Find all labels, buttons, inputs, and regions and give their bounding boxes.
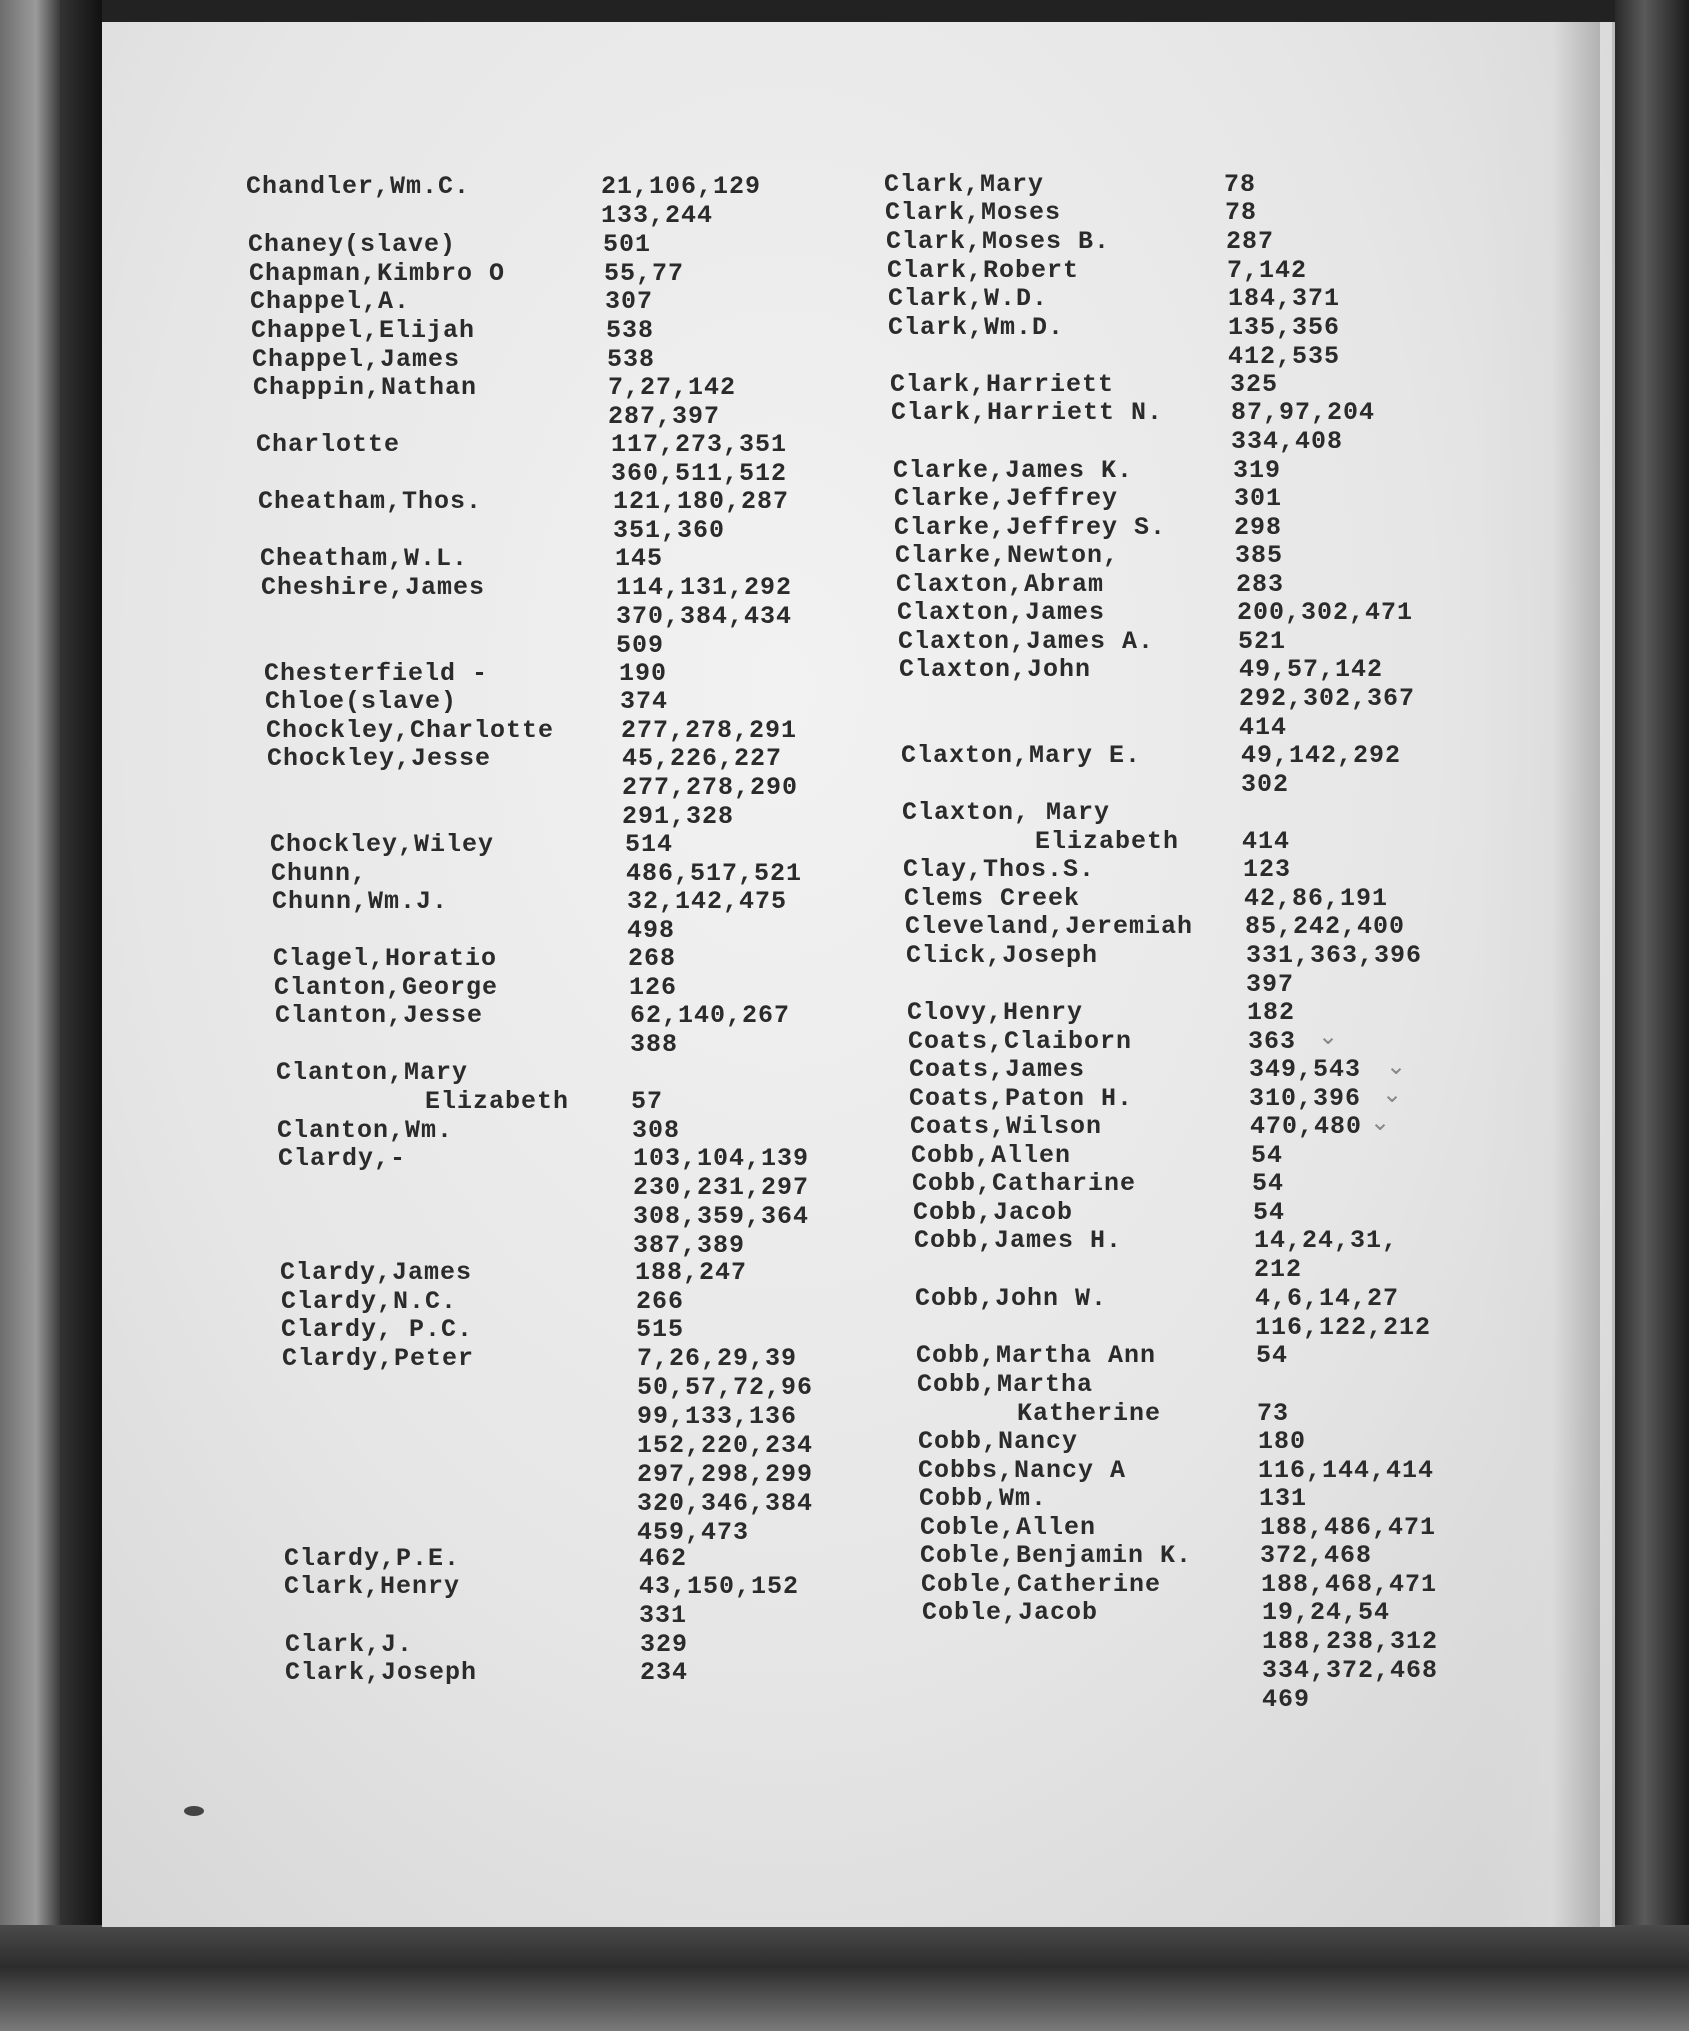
entry-pages: 200,302,471 (1237, 598, 1414, 627)
entry-name: Claxton,James (897, 598, 1106, 627)
entry-name: Clark,Joseph (285, 1658, 478, 1687)
entry-pages: 7,142 (1227, 256, 1308, 285)
entry-name: Charlotte (256, 430, 401, 459)
entry-pages: 116,144,414 (1258, 1456, 1435, 1485)
index-entry (251, 316, 655, 345)
index-entry (246, 172, 762, 230)
entry-pages: 14,24,31, 212 (1254, 1226, 1399, 1284)
entry-pages: 123 (1243, 855, 1292, 884)
entry-name: Cobb,Allen (911, 1141, 1072, 1170)
entry-pages: 287 (1226, 227, 1275, 256)
entry-pages: 43,150,152 331 (639, 1572, 800, 1630)
entry-pages: 62,140,267 388 (630, 1001, 791, 1059)
index-entry (282, 1344, 814, 1547)
entry-pages: 349,543 (1249, 1055, 1362, 1084)
entry-name: Cobb,Martha (917, 1370, 1094, 1399)
index-entry (281, 1287, 685, 1316)
entry-name: Clanton,Wm. (277, 1116, 454, 1145)
entry-name: Clarke,Jeffrey (894, 484, 1119, 513)
entry-name: Clark,Robert (887, 256, 1080, 285)
entry-pages: 188,486,471 (1260, 1513, 1437, 1542)
entry-pages: 521 (1238, 627, 1287, 656)
entry-name: Chandler,Wm.C. (246, 172, 471, 201)
index-entry (898, 627, 1287, 656)
entry-pages: 538 (606, 316, 655, 345)
index-entry (905, 912, 1406, 941)
entry-name: Cobb,Nancy (918, 1427, 1079, 1456)
index-entry (272, 887, 788, 945)
entry-name: Chapman,Kimbro O (249, 259, 506, 288)
entry-name: Coats,Claiborn (908, 1027, 1133, 1056)
entry-pages: 515 (636, 1315, 685, 1344)
entry-pages: 54 (1253, 1198, 1286, 1227)
entry-name: Chappel,Elijah (251, 316, 476, 345)
index-entry (922, 1598, 1439, 1714)
entry-pages: 180 (1258, 1427, 1307, 1456)
entry-name: Clarke,Newton, (895, 541, 1120, 570)
index-entry (284, 1544, 688, 1573)
index-entry (913, 1198, 1286, 1227)
entry-name: Cobbs,Nancy A (918, 1456, 1127, 1485)
entry-name: Clark,Henry (284, 1572, 461, 1601)
index-entry (265, 687, 669, 716)
entry-pages: 268 (628, 944, 677, 973)
index-entry (918, 1456, 1435, 1485)
entry-name: Cobb,Jacob (913, 1198, 1074, 1227)
entry-pages: 470,480 (1250, 1112, 1363, 1141)
entry-name: Chockley,Charlotte (266, 716, 555, 745)
index-entry (285, 1630, 689, 1659)
entry-pages: 54 (1251, 1141, 1284, 1170)
entry-pages: 45,226,227 277,278,290 291,328 (622, 744, 799, 831)
entry-name: Clarke,James K. (893, 456, 1134, 485)
entry-name: Clardy,- (278, 1144, 407, 1173)
index-entry (249, 259, 685, 288)
entry-pages: 307 (605, 287, 654, 316)
index-entry (280, 1258, 748, 1287)
index-entry (888, 284, 1341, 313)
index-entry (896, 570, 1285, 599)
entry-name: Chunn, (271, 859, 368, 888)
entry-name: Clardy,N.C. (281, 1287, 458, 1316)
entry-name: Clanton,Mary (276, 1058, 469, 1087)
page-curl-shadow (1480, 22, 1600, 1927)
index-entry (912, 1169, 1285, 1198)
entry-name: Cheatham,W.L. (260, 544, 469, 573)
entry-pages: 114,131,292 370,384,434 509 (616, 573, 793, 660)
entry-name: Claxton,James A. (898, 627, 1155, 656)
index-entry (258, 487, 790, 545)
entry-pages: 42,86,191 (1244, 884, 1389, 913)
index-entry (253, 373, 737, 431)
entry-name: Coats,Wilson (910, 1112, 1103, 1141)
entry-name: Chloe(slave) (265, 687, 458, 716)
index-entry (267, 744, 799, 831)
entry-pages: 87,97,204 334,408 (1231, 398, 1376, 456)
entry-pages: 319 (1233, 456, 1282, 485)
index-entry (920, 1513, 1437, 1542)
entry-pages: 385 (1235, 541, 1284, 570)
entry-name: Chaney(slave) (248, 230, 457, 259)
index-entry (901, 741, 1402, 799)
index-entry (911, 1141, 1284, 1170)
entry-pages: 325 (1230, 370, 1279, 399)
entry-name-continued: Elizabeth (1035, 827, 1180, 856)
entry-pages: 283 (1236, 570, 1285, 599)
entry-pages: 121,180,287 351,360 (613, 487, 790, 545)
entry-name: Clardy,James (280, 1258, 473, 1287)
index-entry (894, 513, 1283, 542)
index-entry (907, 998, 1296, 1027)
index-entry (250, 287, 654, 316)
entry-name-continued: Elizabeth (425, 1087, 570, 1116)
index-entry (264, 659, 668, 688)
index-entry (899, 655, 1416, 742)
index-entry (909, 1084, 1362, 1113)
index-entry (256, 430, 788, 488)
entry-name: Claxton,Mary E. (901, 741, 1142, 770)
entry-pages: 19,24,54 188,238,312 334,372,468 469 (1262, 1598, 1439, 1714)
pencil-check-icon: ⌄ (1318, 1022, 1339, 1050)
index-entry (910, 1112, 1363, 1141)
entry-pages: 501 (603, 230, 652, 259)
index-entry (276, 1058, 664, 1116)
entry-name: Clardy,P.E. (284, 1544, 461, 1573)
index-entry (894, 484, 1283, 513)
index-entry (252, 345, 656, 374)
entry-pages: 301 (1234, 484, 1283, 513)
entry-name: Clanton,Jesse (275, 1001, 484, 1030)
entry-pages: 4,6,14,27 116,122,212 (1255, 1284, 1432, 1342)
entry-pages: 78 (1225, 198, 1258, 227)
index-entry (248, 230, 652, 259)
entry-pages: 298 (1234, 513, 1283, 542)
entry-name: Cobb,James H. (914, 1226, 1123, 1255)
entry-name: Clovy,Henry (907, 998, 1084, 1027)
entry-pages: 103,104,139 230,231,297 308,359,364 387,389 (633, 1144, 810, 1260)
index-entry (916, 1341, 1289, 1370)
entry-pages: 135,356 412,535 (1228, 313, 1341, 371)
entry-name: Clagel,Horatio (273, 944, 498, 973)
entry-name: Clardy,Peter (282, 1344, 475, 1373)
binder-spine (60, 0, 102, 1960)
entry-name: Coats,James (909, 1055, 1086, 1084)
entry-name: Clark,W.D. (888, 284, 1049, 313)
index-entry (893, 456, 1282, 485)
entry-pages: 7,27,142 287,397 (608, 373, 737, 431)
entry-pages: 310,396 (1249, 1084, 1362, 1113)
index-entry (281, 1315, 685, 1344)
entry-pages: 85,242,400 (1245, 912, 1406, 941)
index-entry (914, 1226, 1399, 1284)
index-entry (919, 1484, 1308, 1513)
entry-pages: 486,517,521 (626, 859, 803, 888)
index-entry (918, 1427, 1307, 1456)
entry-name: Chockley,Jesse (267, 744, 492, 773)
entry-pages: 32,142,475 498 (627, 887, 788, 945)
entry-pages: 54 (1252, 1169, 1285, 1198)
entry-name: Clark,Moses B. (886, 227, 1111, 256)
entry-name: Coble,Benjamin K. (920, 1541, 1193, 1570)
entry-name: Cobb,Catharine (912, 1169, 1137, 1198)
entry-name: Chunn,Wm.J. (272, 887, 449, 916)
index-entry (284, 1572, 800, 1630)
entry-name: Cobb,Wm. (919, 1484, 1048, 1513)
entry-pages: 131 (1259, 1484, 1308, 1513)
index-entry (886, 227, 1275, 256)
index-entry (902, 798, 1291, 856)
entry-pages: 126 (629, 973, 678, 1002)
entry-name: Chappel,James (252, 345, 461, 374)
entry-pages: 21,106,129 133,244 (601, 172, 762, 230)
index-entry (261, 573, 793, 660)
entry-pages: 277,278,291 (621, 716, 798, 745)
bottom-binder-board (0, 1925, 1689, 2031)
entry-name: Clardy, P.C. (281, 1315, 474, 1344)
index-entry (895, 541, 1284, 570)
entry-pages: 54 (1256, 1341, 1289, 1370)
index-entry (278, 1144, 810, 1260)
index-entry (921, 1570, 1438, 1599)
entry-pages: 266 (636, 1287, 685, 1316)
entry-pages: 538 (607, 345, 656, 374)
index-entry (897, 598, 1414, 627)
index-entry (891, 398, 1376, 456)
index-entry (890, 370, 1279, 399)
entry-pages: 78 (1224, 170, 1257, 199)
entry-pages: 57 (631, 1087, 664, 1116)
entry-pages: 374 (620, 687, 669, 716)
entry-pages: 462 (639, 1544, 688, 1573)
entry-pages: 49,57,142 292,302,367 414 (1239, 655, 1416, 742)
entry-pages: 55,77 (604, 259, 685, 288)
index-entry (909, 1055, 1362, 1084)
entry-pages: 188,468,471 (1261, 1570, 1438, 1599)
entry-name: Claxton,Abram (896, 570, 1105, 599)
pencil-check-icon: ⌄ (1386, 1052, 1407, 1080)
entry-name: Coble,Jacob (922, 1598, 1099, 1627)
pencil-check-icon: ⌄ (1382, 1080, 1403, 1108)
index-entry (260, 544, 664, 573)
entry-pages: 331,363,396 397 (1246, 941, 1423, 999)
index-entry (920, 1541, 1373, 1570)
entry-name: Clark,Harriett (890, 370, 1115, 399)
entry-name: Clems Creek (904, 884, 1081, 913)
entry-pages: 234 (640, 1658, 689, 1687)
index-entry (285, 1658, 689, 1687)
pencil-check-icon: ⌄ (1370, 1108, 1391, 1136)
entry-name: Coble,Catherine (921, 1570, 1162, 1599)
entry-name: Cheshire,James (261, 573, 486, 602)
index-entry (903, 855, 1292, 884)
entry-pages: 363 (1248, 1027, 1297, 1056)
entry-name: Click,Joseph (906, 941, 1099, 970)
entry-name: Coats,Paton H. (909, 1084, 1134, 1113)
entry-name: Cobb,Martha Ann (916, 1341, 1157, 1370)
index-entry (908, 1027, 1297, 1056)
index-entry (275, 1001, 791, 1059)
entry-name: Claxton, Mary (902, 798, 1111, 827)
index-entry (271, 859, 803, 888)
entry-name: Clark,Wm.D. (888, 313, 1065, 342)
index-entry (274, 973, 678, 1002)
index-entry (915, 1284, 1432, 1342)
entry-name-continued: Katherine (1017, 1399, 1162, 1428)
index-entry (917, 1370, 1290, 1428)
entry-name: Chappin,Nathan (253, 373, 478, 402)
entry-pages: 145 (615, 544, 664, 573)
entry-name: Cobb,John W. (915, 1284, 1108, 1313)
entry-name: Clanton,George (274, 973, 499, 1002)
entry-name: Chockley,Wiley (270, 830, 495, 859)
index-entry (277, 1116, 681, 1145)
entry-pages: 414 (1242, 827, 1291, 856)
entry-pages: 73 (1257, 1399, 1290, 1428)
entry-pages: 188,247 (635, 1258, 748, 1287)
entry-name: Clark,Mary (884, 170, 1045, 199)
entry-name: Clark,Harriett N. (891, 398, 1164, 427)
entry-name: Coble,Allen (920, 1513, 1097, 1542)
index-entry (270, 830, 674, 859)
entry-pages: 514 (625, 830, 674, 859)
index-entry (888, 313, 1341, 371)
entry-name: Cheatham,Thos. (258, 487, 483, 516)
left-binder-board (0, 0, 60, 2031)
index-entry (906, 941, 1423, 999)
entry-name: Clarke,Jeffrey S. (894, 513, 1167, 542)
entry-name: Clark,Moses (885, 198, 1062, 227)
entry-name: Chappel,A. (250, 287, 411, 316)
entry-name: Clark,J. (285, 1630, 414, 1659)
right-binder-edge (1615, 0, 1689, 1960)
ink-smudge (184, 1806, 204, 1816)
index-entry (904, 884, 1389, 913)
index-entry (885, 198, 1258, 227)
index-entry (266, 716, 798, 745)
entry-pages: 182 (1247, 998, 1296, 1027)
index-entry (887, 256, 1308, 285)
entry-pages: 7,26,29,39 50,57,72,96 99,133,136 152,220,234 297,298,299 320,346,384 459,473 (637, 1344, 814, 1547)
entry-name: Cleveland,Jeremiah (905, 912, 1194, 941)
index-entry (273, 944, 677, 973)
entry-pages: 190 (619, 659, 668, 688)
entry-pages: 184,371 (1228, 284, 1341, 313)
entry-name: Claxton,John (899, 655, 1092, 684)
entry-pages: 49,142,292 302 (1241, 741, 1402, 799)
entry-pages: 329 (640, 1630, 689, 1659)
entry-pages: 308 (632, 1116, 681, 1145)
entry-name: Clay,Thos.S. (903, 855, 1096, 884)
entry-name: Chesterfield - (264, 659, 489, 688)
entry-pages: 372,468 (1260, 1541, 1373, 1570)
entry-pages: 117,273,351 360,511,512 (611, 430, 788, 488)
index-entry (884, 170, 1257, 199)
